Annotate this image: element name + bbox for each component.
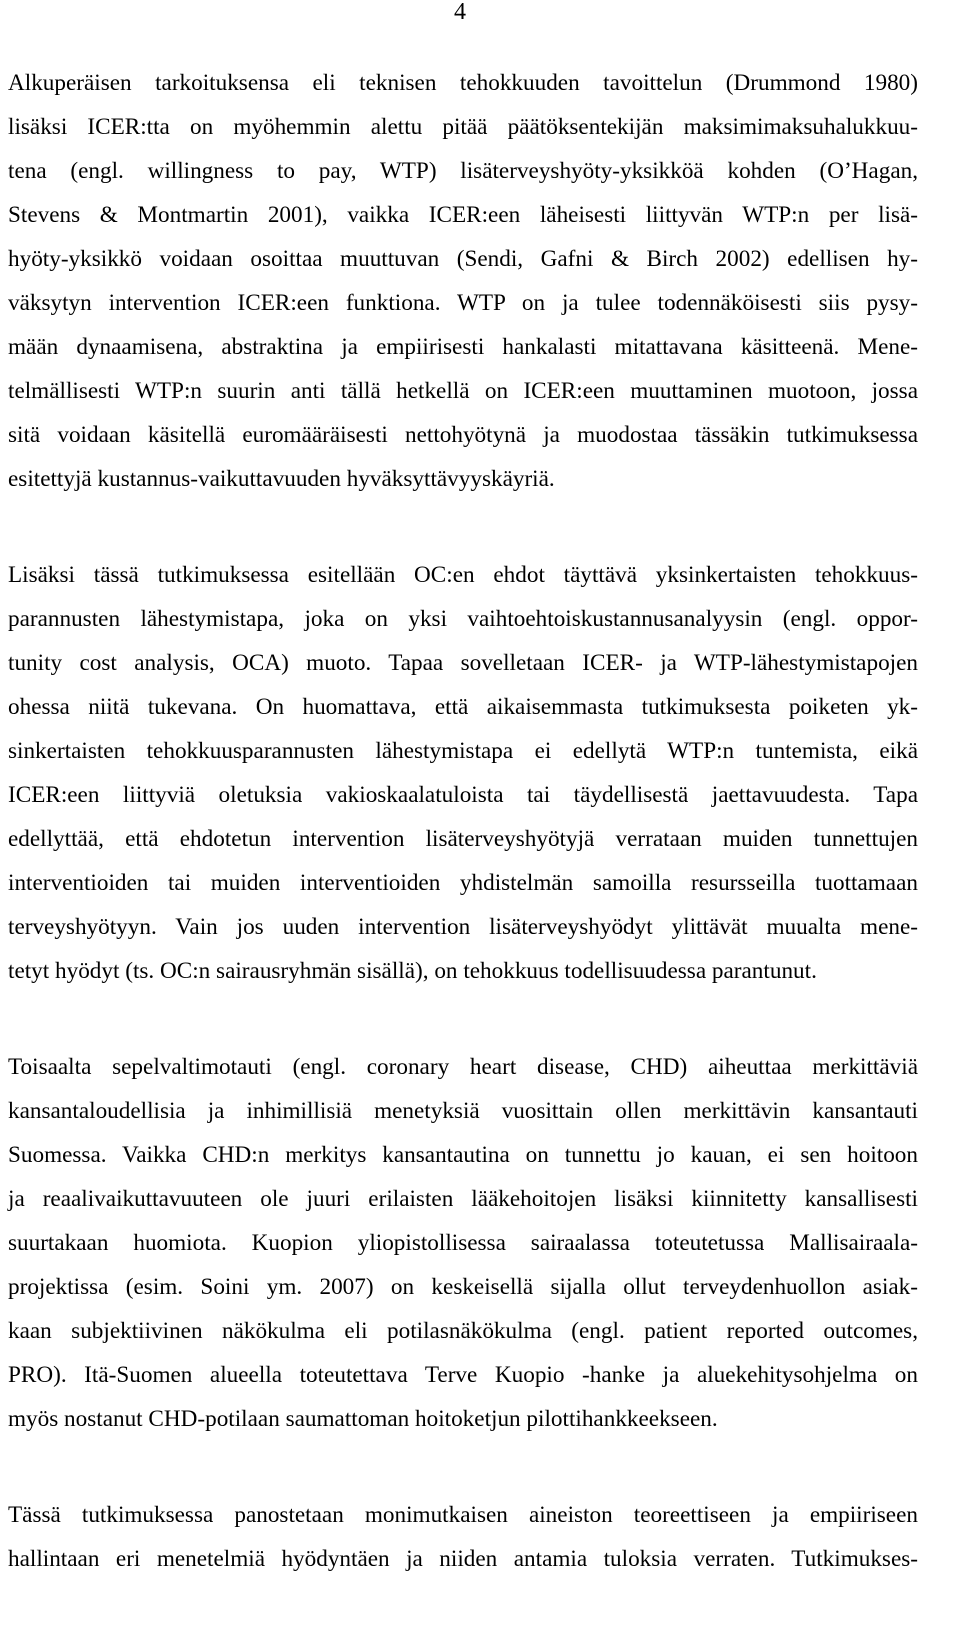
text-line: PRO). Itä-Suomen alueella toteutettava Terve Kuopio -hanke ja aluekehitysohjelma on — [8, 1362, 918, 1388]
text-line: mään dynaamisena, abstraktina ja empiirisesti hankalasti mitattavana käsitteenä. Mene- — [8, 334, 918, 360]
text-line: interventioiden tai muiden interventioiden yhdistelmän samoilla resursseilla tuottamaan — [8, 870, 918, 896]
text-line: Alkuperäisen tarkoituksensa eli teknisen tehokkuuden tavoittelun (Drummond 1980) — [8, 70, 918, 96]
text-line: suurtakaan huomiota. Kuopion yliopistollisessa sairaalassa toteutetussa Mallisairaala- — [8, 1230, 918, 1256]
text-line: Lisäksi tässä tutkimuksessa esitellään OC:en ehdot täyttävä yksinkertaisten tehokkuus- — [8, 562, 918, 588]
text-line: telmällisesti WTP:n suurin anti tällä hetkellä on ICER:een muuttaminen muotoon, jossa — [8, 378, 918, 404]
text-line: hallintaan eri menetelmiä hyödyntäen ja niiden antamia tuloksia verraten. Tutkimukses- — [8, 1546, 918, 1572]
text-line: kaan subjektiivinen näkökulma eli potilasnäkökulma (engl. patient reported outcomes, — [8, 1318, 918, 1344]
text-line: parannusten lähestymistapa, joka on yksi vaihtoehtoiskustannusanalyysin (engl. oppor- — [8, 606, 918, 632]
text-line: sinkertaisten tehokkuusparannusten lähestymistapa ei edellytä WTP:n tuntemista, eikä — [8, 738, 918, 764]
text-line: terveyshyötyyn. Vain jos uuden intervention lisäterveyshyödyt ylittävät muualta mene- — [8, 914, 918, 940]
text-line: tetyt hyödyt (ts. OC:n sairausryhmän sisällä), on tehokkuus todellisuudessa parantunut. — [8, 958, 817, 984]
page-number: 4 — [454, 0, 466, 25]
text-line: hyöty-yksikkö voidaan osoittaa muuttuvan (Sendi, Gafni & Birch 2002) edellisen hy- — [8, 246, 918, 272]
text-line: Stevens & Montmartin 2001), vaikka ICER:een läheisesti liittyvän WTP:n per lisä- — [8, 202, 918, 228]
text-line: Toisaalta sepelvaltimotauti (engl. coronary heart disease, CHD) aiheuttaa merkittäviä — [8, 1054, 918, 1080]
text-line: kansantaloudellisia ja inhimillisiä menetyksiä vuosittain ollen merkittävin kansantauti — [8, 1098, 918, 1124]
text-line: Suomessa. Vaikka CHD:n merkitys kansantautina on tunnettu jo kauan, ei sen hoitoon — [8, 1142, 918, 1168]
text-line: sitä voidaan käsitellä euromääräisesti nettohyötynä ja muodostaa tässäkin tutkimuksessa — [8, 422, 918, 448]
text-line: esitettyjä kustannus-vaikuttavuuden hyväksyttävyyskäyriä. — [8, 466, 555, 492]
text-line: ICER:een liittyviä oletuksia vakioskaalatuloista tai täydellisestä jaettavuudesta. Tapa — [8, 782, 918, 808]
text-line: väksytyn intervention ICER:een funktiona. WTP on ja tulee todennäköisesti siis pysy- — [8, 290, 918, 316]
text-line: lisäksi ICER:tta on myöhemmin alettu pitää päätöksentekijän maksimimaksuhalukkuu- — [8, 114, 918, 140]
text-line: ja reaalivaikuttavuuteen ole juuri erilaisten lääkehoitojen lisäksi kiinnitetty kansallisesti — [8, 1186, 918, 1212]
text-line: myös nostanut CHD-potilaan saumattoman hoitoketjun pilottihankkeekseen. — [8, 1406, 718, 1432]
text-line: edellyttää, että ehdotetun intervention lisäterveyshyötyjä verrataan muiden tunnettujen — [8, 826, 918, 852]
text-line: tena (engl. willingness to pay, WTP) lisäterveyshyöty-yksikköä kohden (O’Hagan, — [8, 158, 918, 184]
text-line: projektissa (esim. Soini ym. 2007) on keskeisellä sijalla ollut terveydenhuollon asiak- — [8, 1274, 918, 1300]
text-line: tunity cost analysis, OCA) muoto. Tapaa sovelletaan ICER- ja WTP-lähestymistapojen — [8, 650, 918, 676]
text-line: ohessa niitä tukevana. On huomattava, että aikaisemmasta tutkimuksesta poiketen yk- — [8, 694, 918, 720]
text-line: Tässä tutkimuksessa panostetaan monimutkaisen aineiston teoreettiseen ja empiiriseen — [8, 1502, 918, 1528]
